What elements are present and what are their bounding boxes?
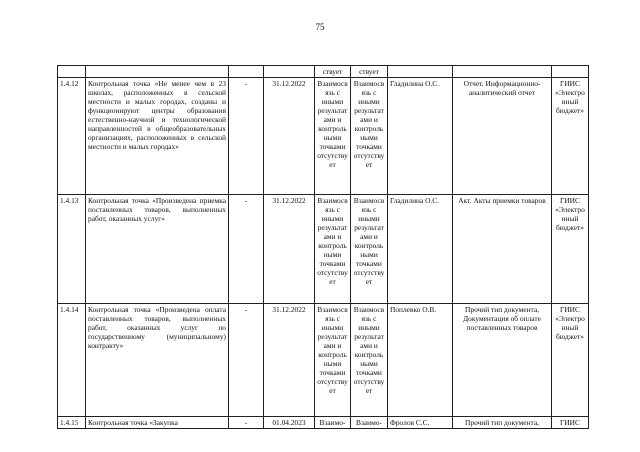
- page-number: 75: [315, 22, 325, 32]
- continuation-row: [58, 66, 589, 78]
- row-number-cell: 1.4.12: [58, 78, 86, 195]
- document-cell: Прочий тип документа,: [453, 417, 552, 429]
- relation-a-cell: Взаимосвязь с иными результатами и контрольными точками отсутствует: [315, 78, 351, 195]
- responsible-cell: Фролов С.С.: [388, 417, 453, 429]
- relation-b-cell: Взаимосвязь с иными результатами и контрольными точками отсутствует: [351, 78, 388, 195]
- description-cell: Контрольная точка «Произведена оплата поставленных товаров, выполненных работ, оказанных услуг по государственному (муниципальному) контракту»: [86, 304, 229, 417]
- document-cell: Отчет. Информационно-аналитический отчет: [453, 78, 552, 195]
- dash-cell: -: [229, 417, 264, 429]
- control-points-table: [57, 65, 589, 429]
- table-row: [58, 78, 589, 195]
- relation-a-cell: Взаимосвязь с иными результатами и контрольными точками отсутствует: [315, 195, 351, 304]
- date-cell: 31.12.2022: [264, 304, 315, 417]
- relation-b-cell: Взаимо-: [351, 417, 388, 429]
- row-number-cell: 1.4.14: [58, 304, 86, 417]
- table-row: [58, 304, 589, 417]
- table-row: [58, 195, 589, 304]
- row-number-cell: 1.4.13: [58, 195, 86, 304]
- date-cell: 31.12.2022: [264, 195, 315, 304]
- dash-cell: -: [229, 304, 264, 417]
- date-cell: 01.04.2023: [264, 417, 315, 429]
- description-cell: Контрольная точка «Не менее чем в 23 школах, расположенных в сельской местности и малых городах, созданы и функционируют центры образования естественно-научной и технологической направленностей в общеобразовательных организациях, расположенных в сельской местности и малых городах»: [86, 78, 229, 195]
- description-cell: Контрольная точка «Произведена приемка поставленных товаров, выполненных работ, оказанных услуг»: [86, 195, 229, 304]
- system-cell: ГИИС «Электронный бюджет»: [552, 304, 589, 417]
- relation-b-cell: Взаимосвязь с иными результатами и контрольными точками отсутствует: [351, 304, 388, 417]
- system-cell: ГИИС «Электронный бюджет»: [552, 78, 589, 195]
- document-cell: Акт. Акты приемки товаров: [453, 195, 552, 304]
- document-cell: Прочий тип документа, Документация об оплате поставленных товаров: [453, 304, 552, 417]
- table-row: [58, 417, 589, 429]
- relation-b-cell: ствует: [351, 66, 388, 78]
- relation-a-cell: Взаимосвязь с иными результатами и контрольными точками отсутствует: [315, 304, 351, 417]
- system-cell: ГИИС: [552, 417, 589, 429]
- dash-cell: -: [229, 195, 264, 304]
- responsible-cell: Поплевко О.В.: [388, 304, 453, 417]
- date-cell: 31.12.2022: [264, 78, 315, 195]
- responsible-cell: Гладилина О.С.: [388, 195, 453, 304]
- relation-a-cell: Взаимо-: [315, 417, 351, 429]
- system-cell: ГИИС «Электронный бюджет»: [552, 195, 589, 304]
- relation-b-cell: Взаимосвязь с иными результатами и контрольными точками отсутствует: [351, 195, 388, 304]
- dash-cell: -: [229, 78, 264, 195]
- row-number-cell: 1.4.15: [58, 417, 86, 429]
- responsible-cell: Гладилина О.С.: [388, 78, 453, 195]
- relation-a-cell: ствует: [315, 66, 351, 78]
- description-cell: Контрольная точка «Закупка: [86, 417, 229, 429]
